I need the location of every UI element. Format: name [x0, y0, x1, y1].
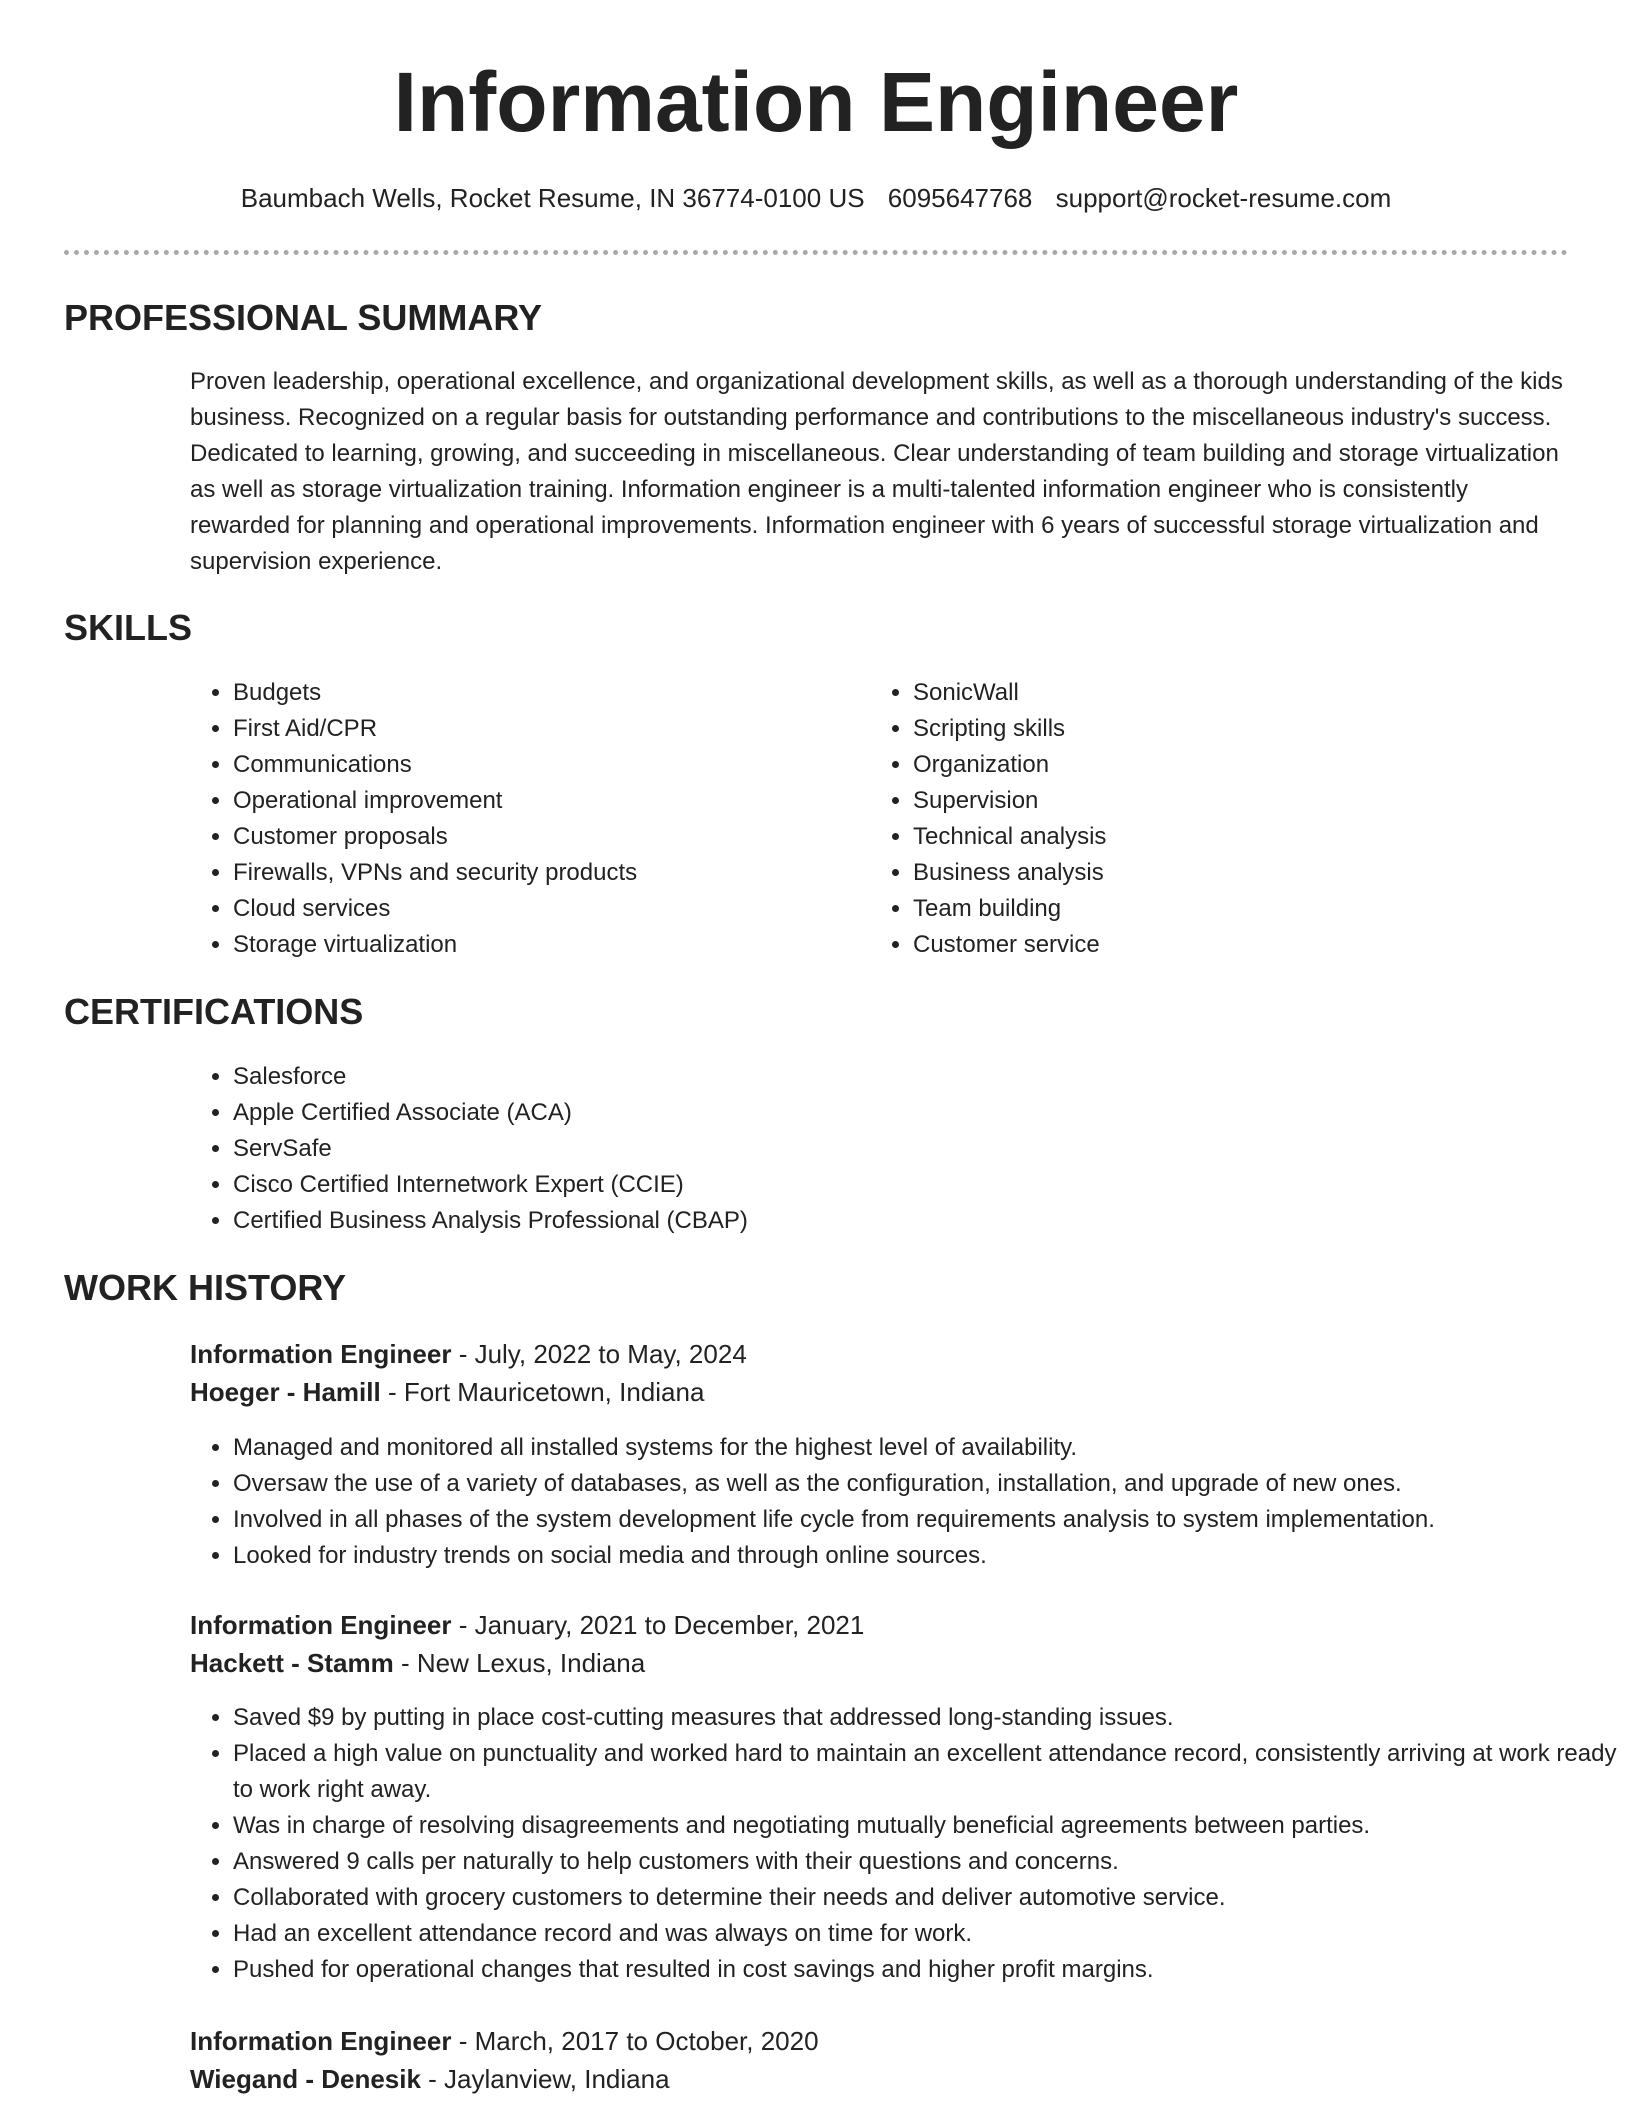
list-item: • Supervision — [913, 783, 1533, 819]
skills-heading: SKILLS — [64, 607, 193, 648]
list-item: • Organization — [913, 747, 1533, 783]
list-item: • Certified Business Analysis Professional (CBAP) — [233, 1203, 1533, 1239]
list-item: • Budgets — [233, 675, 853, 711]
summary-heading: PROFESSIONAL SUMMARY — [64, 297, 543, 338]
list-item: • First Aid/CPR — [233, 711, 853, 747]
list-item: • Storage virtualization — [233, 927, 853, 963]
job-title-line — [190, 1606, 864, 1644]
job-location: - Fort Mauricetown, Indiana — [380, 1377, 705, 1407]
certifications-heading: CERTIFICATIONS — [64, 991, 364, 1032]
list-item: • Collaborated with grocery customers to determine their needs and deliver automotive service. — [233, 1880, 1623, 1916]
list-item: • Saved $9 by putting in place cost-cutting measures that addressed long-standing issues. — [233, 1700, 1623, 1736]
job-company-line — [190, 2060, 670, 2098]
list-item: • Placed a high value on punctuality and worked hard to maintain an excellent attendance record, consistently arriving at work ready to work right away. — [233, 1736, 1623, 1808]
list-item: • Cloud services — [233, 891, 853, 927]
contact-phone: 6095647768 — [887, 183, 1033, 213]
list-item: • Had an excellent attendance record and was always on time for work. — [233, 1916, 1623, 1952]
job-dates: - March, 2017 to October, 2020 — [451, 2026, 819, 2056]
job-location: - Jaylanview, Indiana — [420, 2064, 670, 2094]
contact-address: Baumbach Wells, Rocket Resume, IN 36774-0100 US — [240, 183, 865, 213]
job-company-line — [190, 1644, 645, 1682]
job-company: Hackett - Stamm — [190, 1648, 394, 1678]
job-company: Wiegand - Denesik — [190, 2064, 421, 2094]
list-item: • Technical analysis — [913, 819, 1533, 855]
job-company-line — [190, 1373, 704, 1411]
contact-email: support@rocket-resume.com — [1055, 183, 1392, 213]
skills-list-left — [190, 675, 853, 963]
list-item: • Business analysis — [913, 855, 1533, 891]
job-company: Hoeger - Hamill — [190, 1377, 381, 1407]
list-item: • Operational improvement — [233, 783, 853, 819]
job-bullets — [190, 1430, 1623, 1574]
summary-text: Proven leadership, operational excellence, and organizational development skills, as well as a thorough understanding of the kids business. Recognized on a regular basis for outstanding performance and contributions to the miscellaneous industry's success. Dedicated to learning, growing, and succeeding in miscellaneous. Clear understanding of team building and storage virtualization as well as storage virtualization training. Information engineer is a multi-talented information engineer who is consistently rewarded for planning and operational improvements. Information engineer with 6 years of successful storage virtualization and supervision experience. — [190, 368, 1563, 575]
job-location: - New Lexus, Indiana — [393, 1648, 646, 1678]
certifications-list — [190, 1059, 1533, 1239]
job-dates: - July, 2022 to May, 2024 — [451, 1339, 747, 1369]
list-item: • Oversaw the use of a variety of databases, as well as the configuration, installation, and upgrade of new ones. — [233, 1466, 1623, 1502]
list-item: • Managed and monitored all installed systems for the highest level of availability. — [233, 1430, 1623, 1466]
job-bullets — [190, 1700, 1623, 1988]
job-role: Information Engineer — [190, 1339, 452, 1369]
list-item: • Communications — [233, 747, 853, 783]
list-item: • Answered 9 calls per naturally to help customers with their questions and concerns. — [233, 1844, 1623, 1880]
list-item: • Customer service — [913, 927, 1533, 963]
job-title-line — [190, 1335, 747, 1373]
job-role: Information Engineer — [190, 1610, 452, 1640]
list-item: • Scripting skills — [913, 711, 1533, 747]
list-item: • Cisco Certified Internetwork Expert (CCIE) — [233, 1167, 1533, 1203]
job-title-line — [190, 2022, 819, 2060]
work-history-heading: WORK HISTORY — [64, 1267, 347, 1308]
resume-name: Information Engineer — [393, 55, 1239, 149]
job-dates: - January, 2021 to December, 2021 — [451, 1610, 865, 1640]
list-item: • Firewalls, VPNs and security products — [233, 855, 853, 891]
list-item: • Apple Certified Associate (ACA) — [233, 1095, 1533, 1131]
list-item: • Pushed for operational changes that resulted in cost savings and higher profit margins. — [233, 1952, 1623, 1988]
list-item: • Salesforce — [233, 1059, 1533, 1095]
list-item: • Team building — [913, 891, 1533, 927]
skills-list-right — [870, 675, 1533, 963]
header-divider — [64, 250, 1568, 255]
list-item: • Was in charge of resolving disagreements and negotiating mutually beneficial agreements between parties. — [233, 1808, 1623, 1844]
list-item: • Involved in all phases of the system development life cycle from requirements analysis to system implementation. — [233, 1502, 1623, 1538]
list-item: • Looked for industry trends on social media and through online sources. — [233, 1538, 1623, 1574]
contact-line — [0, 180, 1632, 216]
list-item: • SonicWall — [913, 675, 1533, 711]
list-item: • ServSafe — [233, 1131, 1533, 1167]
job-role: Information Engineer — [190, 2026, 452, 2056]
list-item: • Customer proposals — [233, 819, 853, 855]
